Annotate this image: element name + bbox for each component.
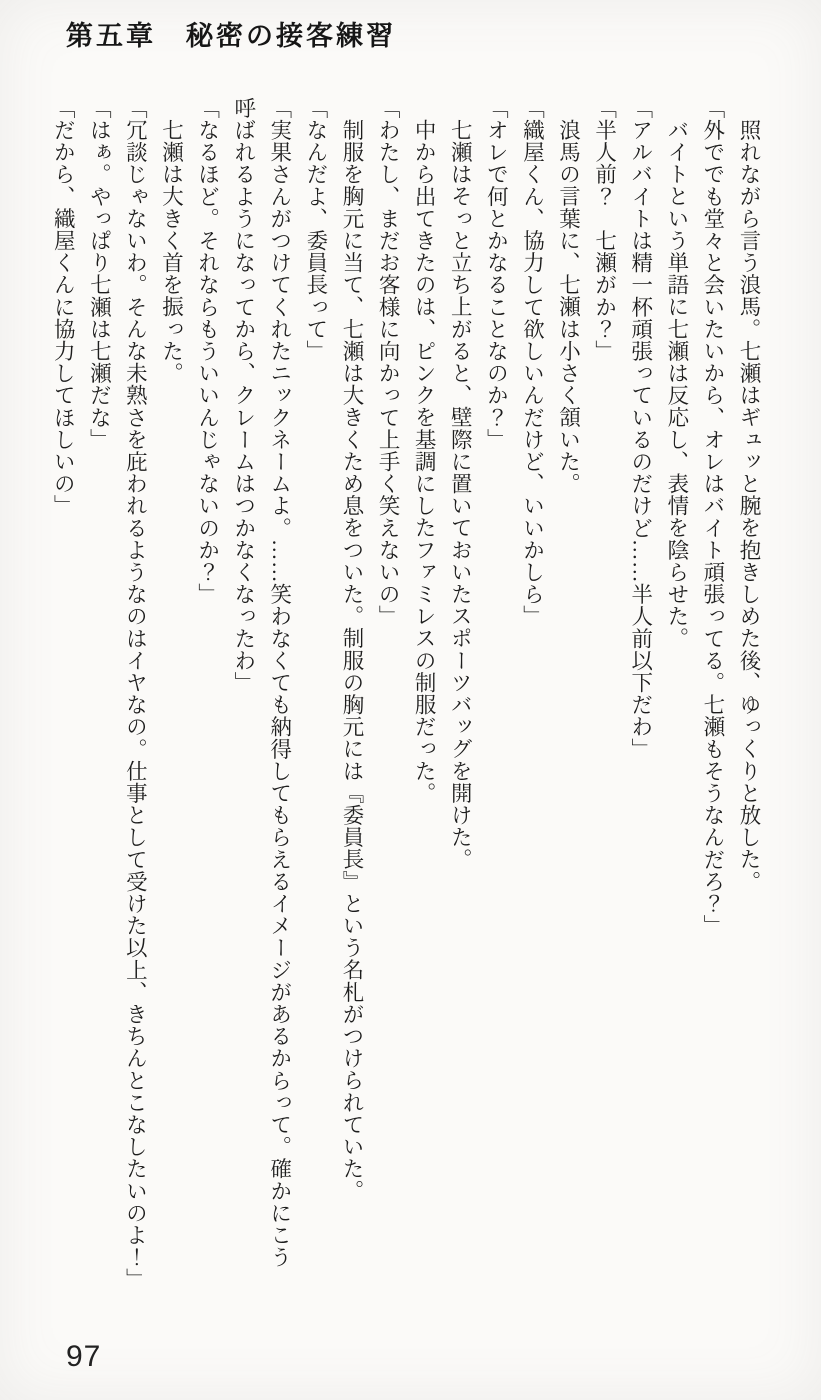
text-line: 「はぁ。やっぱり七瀬は七瀬だな」 [87,97,112,451]
text-line: バイトという単語に七瀬は反応し、表情を陰らせた。 [664,118,689,649]
text-line: 制服を胸元に当て、七瀬は大きくため息をついた。制服の胸元には『委員長』という名札がつけられていた。 [339,118,364,1202]
text-line: 「実果さんがつけてくれたニックネームよ。……笑わなくても納得してもらえるイメージがあるからって。確かにこう [267,97,292,1269]
text-line: 「冗談じゃないわ。そんな未熟さを庇われるようなのはイヤなの。仕事として受けた以上、きちんとこなしたいのよ！」 [123,97,148,1291]
text-line: 照れながら言う浪馬。七瀬はギュッと腕を抱きしめた後、ゆっくりと放した。 [737,118,761,892]
text-line: 「アルバイトは精一杯頑張っているのだけど……半人前以下だわ」 [628,97,653,760]
text-line: 呼ばれるようになってから、クレームはつかなくなったわ」 [231,97,256,694]
chapter-title: 第五章 秘密の接客練習 [66,21,396,51]
text-line: 「外ででも堂々と会いたいから、オレはバイト頑張ってる。七瀬もそうなんだろ？」 [700,97,725,937]
text-line: 中から出てきたのは、ピンクを基調にしたファミレスの制服だった。 [412,118,437,804]
text-line: 七瀬は大きく首を振った。 [159,118,184,384]
vertical-text-block [45,97,767,1317]
text-line: 「わたし、まだお客様に向かって上手く笑えないの」 [376,97,401,628]
text-line: 「なるほど。それならもういいんじゃないのか？」 [195,97,220,606]
text-line: 「織屋くん、協力して欲しいんだけど、いいかしら」 [520,97,545,628]
text-line: 「オレで何とかなることなのか？」 [484,97,509,451]
text-line: 「なんだよ、委員長って」 [303,97,328,363]
text-line: 「だから、織屋くんに協力してほしいの」 [51,97,76,517]
text-line: 七瀬はそっと立ち上がると、壁際に置いておいたスポーツバッグを開けた。 [448,118,473,870]
page-number: 97 [66,1340,102,1373]
text-line: 浪馬の言葉に、七瀬は小さく頷いた。 [556,118,581,495]
text-line: 「半人前？ 七瀬がか？」 [592,97,617,363]
